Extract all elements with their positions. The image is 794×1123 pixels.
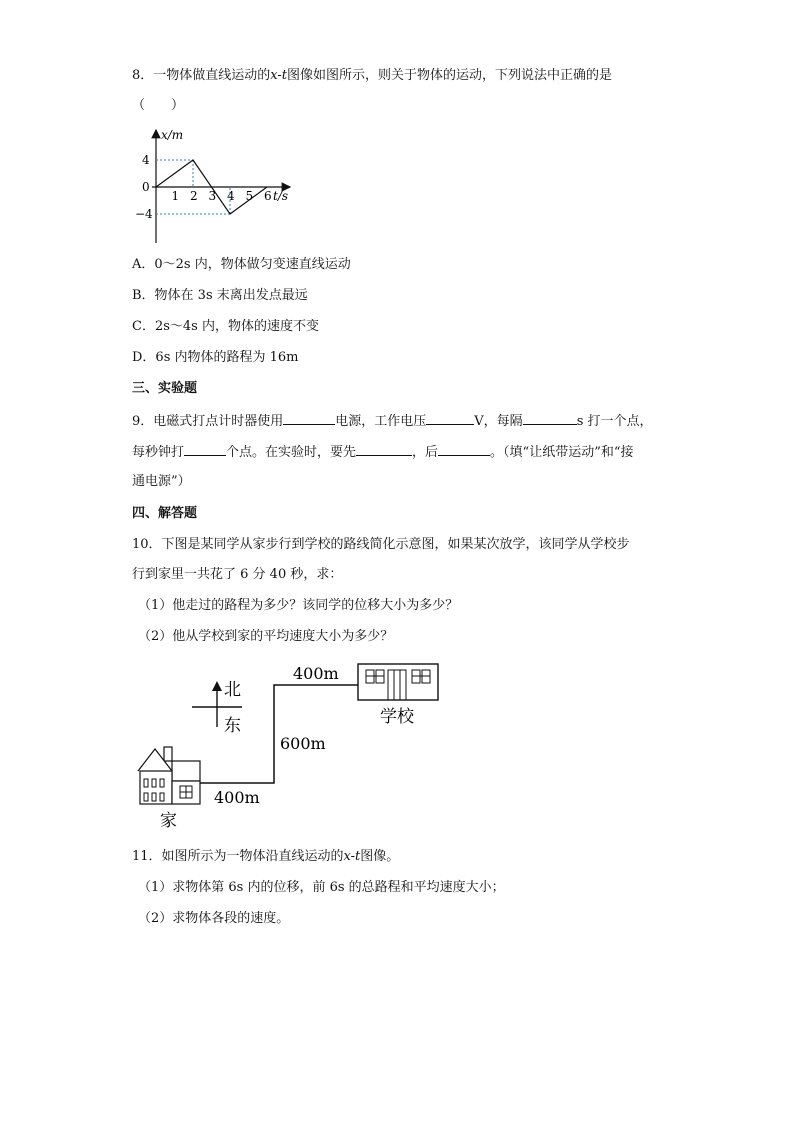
school-label: 学校 bbox=[380, 707, 414, 727]
east-label: 东 bbox=[224, 716, 241, 736]
y-tick-label: 4 bbox=[142, 153, 150, 167]
north-label: 北 bbox=[224, 680, 241, 700]
fill-blank[interactable] bbox=[438, 442, 490, 456]
q9-line2: 每秒钟打 个点。在实验时，要先 ，后 。（填“让纸带运动”和“接 bbox=[132, 442, 634, 462]
q10-line1: 10．下图是某同学从家步行到学校的路线简化示意图，如果某次放学，该同学从学校步 bbox=[132, 537, 630, 552]
section-title-experiment: 三、实验题 bbox=[132, 381, 198, 396]
fill-blank[interactable] bbox=[283, 411, 335, 425]
home-label: 家 bbox=[160, 811, 177, 831]
q8-option-a: A．0～2s 内，物体做匀变速直线运动 bbox=[132, 257, 351, 272]
house-icon bbox=[138, 747, 200, 804]
x-axis-label: t/s bbox=[273, 189, 289, 203]
q10-route-map bbox=[130, 655, 450, 835]
x-tick-label: 2 bbox=[190, 189, 198, 203]
x-tick-label: 6 bbox=[264, 189, 272, 203]
fill-blank[interactable] bbox=[523, 411, 577, 425]
fill-blank[interactable] bbox=[184, 442, 226, 456]
x-tick-label: 4 bbox=[227, 189, 235, 203]
q10-sub1: （1）他走过的路程为多少？该同学的位移大小为多少？ bbox=[138, 598, 459, 613]
y-tick-label: −4 bbox=[135, 207, 153, 221]
y-tick-labels bbox=[135, 153, 153, 221]
q10-line2: 行到家里一共花了 6 分 40 秒，求： bbox=[132, 567, 343, 582]
fill-blank[interactable] bbox=[356, 442, 412, 456]
x-tick-label: 1 bbox=[171, 189, 180, 203]
q8-xt-graph bbox=[130, 125, 300, 247]
school-building-icon bbox=[358, 664, 438, 700]
segment-label-vertical: 600m bbox=[280, 734, 326, 753]
fill-blank[interactable] bbox=[426, 411, 474, 425]
q9-line3: 通电源”） bbox=[132, 474, 191, 489]
q9-line1: 9．电磁式打点计时器使用 电源，工作电压 V，每隔 s 打一个点， bbox=[132, 411, 653, 431]
x-tick-label: 5 bbox=[245, 189, 254, 203]
q10-sub2: （2）他从学校到家的平均速度大小为多少？ bbox=[138, 629, 394, 644]
q8-option-d: D．6s 内物体的路程为 16m bbox=[132, 350, 299, 365]
y-axis-label: x/m bbox=[161, 128, 184, 142]
q8-stem: 8．一物体做直线运动的x-t图像如图所示，则关于物体的运动，下列说法中正确的是 bbox=[132, 68, 613, 83]
segment-label-top: 400m bbox=[293, 664, 339, 683]
y-tick-label: 0 bbox=[142, 180, 150, 194]
q11-sub1: （1）求物体第 6s 内的位移，前 6s 的总路程和平均速度大小； bbox=[138, 880, 505, 895]
segment-label-bottom: 400m bbox=[214, 788, 260, 807]
section-title-answer: 四、解答题 bbox=[132, 506, 198, 521]
q8-option-c: C．2s～4s 内，物体的速度不变 bbox=[132, 319, 319, 334]
q11-sub2: （2）求物体各段的速度。 bbox=[138, 911, 290, 926]
q11-stem: 11．如图所示为一物体沿直线运动的x-t图像。 bbox=[132, 849, 400, 864]
q8-option-b: B．物体在 3s 末离出发点最远 bbox=[132, 288, 308, 303]
x-tick-label: 3 bbox=[208, 189, 217, 203]
q8-answer-paren: （ ） bbox=[132, 98, 185, 113]
